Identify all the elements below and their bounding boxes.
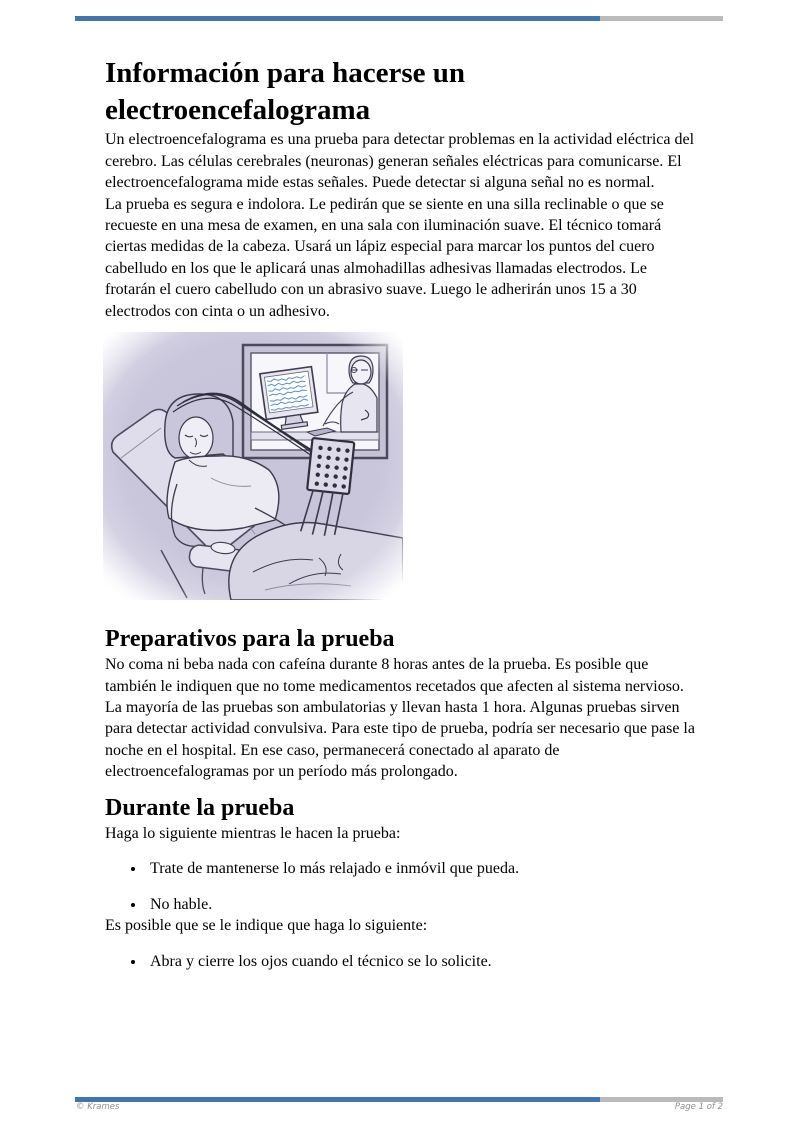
intro-paragraph-2: La prueba es segura e indolora. Le pedirán que se siente en una silla reclinable o que se recueste en una mesa de examen, en una sala con iluminación suave. El técnico tomará ciertas medidas de la cabeza. Usará un lápiz especial para marcar los puntos del cuero cabelludo en los que le aplicará unas almohadillas adhesivas llamadas electrodos. Le frotarán el cuero cabelludo con un abrasivo suave. Luego le adherirán unos 15 a 30 electrodos con cinta o un adhesivo. <box>105 195 664 320</box>
section-heading-durante: Durante la prueba <box>105 794 295 821</box>
section-heading-preparativos: Preparativos para la prueba <box>105 626 395 653</box>
document-body <box>105 0 697 972</box>
bullet-item: • No hable. <box>146 894 697 915</box>
footer-copyright: © Krames <box>76 1102 120 1112</box>
prep-paragraph-1: No coma ni beba nada con cafeína durante 8 horas antes de la prueba. Es posible que también le indiquen que no tome medicamentos recetados que afecten al sistema nervioso. <box>105 656 684 695</box>
during-bullet-list-1 <box>105 858 697 915</box>
during-lead-in-2: Es posible que se le indique que haga lo siguiente: <box>105 917 428 935</box>
during-bullet-list-2 <box>105 951 697 972</box>
bullet-item: • Abra y cierre los ojos cuando el técnico se lo solicite. <box>146 951 697 972</box>
during-lead-in-1: Haga lo siguiente mientras le hacen la prueba: <box>105 824 401 842</box>
eeg-procedure-illustration <box>103 332 403 600</box>
bullet-item: • Trate de mantenerse lo más relajado e inmóvil que pueda. <box>146 858 697 879</box>
eeg-illustration-graphic <box>103 332 403 600</box>
footer-page-number: Page 1 of 2 <box>674 1102 723 1112</box>
page-title: Información para hacerse un electroencefalograma <box>105 57 466 127</box>
prep-paragraph-2: La mayoría de las pruebas son ambulatorias y llevan hasta 1 hora. Algunas pruebas sirven para detectar actividad convulsiva. Para este tipo de prueba, podría ser necesario que pase la noche en el hospital. En ese caso, permanecerá conectado al aparato de electroencefalogramas por un período más prolongado. <box>105 699 695 781</box>
intro-paragraph-1: Un electroencefalograma es una prueba para detectar problemas en la actividad eléctrica del cerebro. Las células cerebrales (neuronas) generan señales eléctricas para comunicarse. El electroencefalograma mide estas señales. Puede detectar si alguna señal no es normal. <box>105 131 695 192</box>
illustration-vignette <box>103 332 403 600</box>
page-footer <box>76 1102 723 1112</box>
